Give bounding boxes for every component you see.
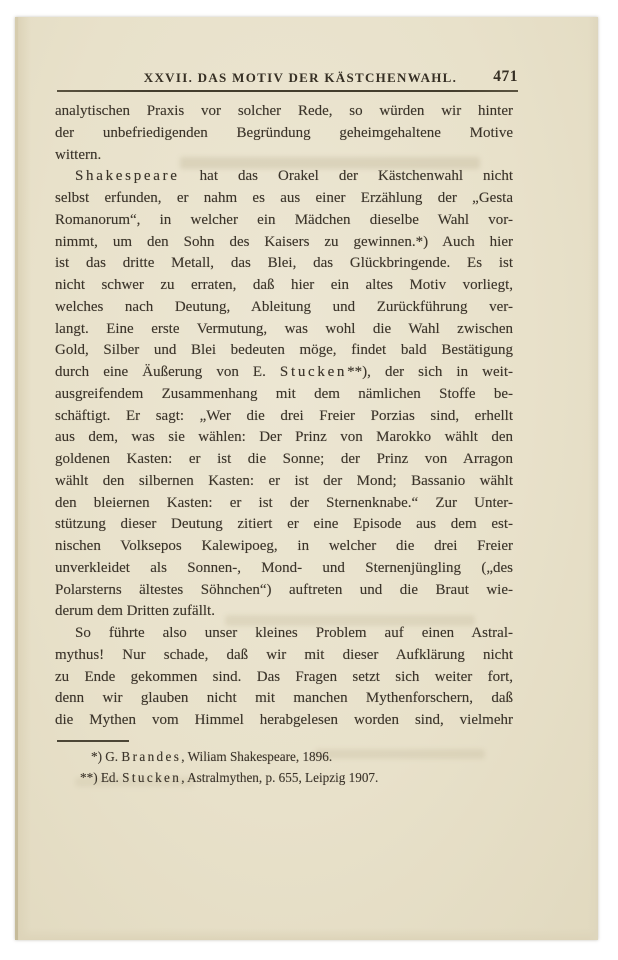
text-line (55, 471, 513, 493)
text-line (55, 188, 513, 210)
text-segment: durch eine Äußerung von E. (55, 364, 280, 380)
letterspaced-name: Brandes (121, 749, 182, 764)
text-line (55, 667, 513, 689)
text-segment: Romanorum“, in welcher ein Mädchen dieselbe Wahl vor- (55, 211, 513, 228)
text-line (55, 275, 513, 297)
text-segment: hat das Orakel der Kästchenwahl nicht (179, 168, 513, 185)
letterspaced-name: Stucken (279, 364, 348, 380)
text-line (55, 536, 513, 558)
text-segment: wählt den silbernen Kasten: er ist der Mond; Bassanio wählt (55, 472, 513, 489)
page-edge-shadow (15, 17, 18, 940)
text-segment: welches nach Deutung, Ableitung und Zurückführung ver- (55, 298, 513, 315)
text-segment: den bleiernen Kasten: er ist der Sternenknabe.“ Zur Unter- (55, 494, 513, 511)
text-line (55, 688, 513, 710)
text-segment: stützung dieser Deutung zitiert er eine Episode aus dem est- (55, 516, 513, 533)
text-line (55, 340, 513, 362)
text-segment: die Mythen vom Himmel herabgelesen worden sind, vielmehr (55, 712, 513, 728)
header-rule (57, 90, 518, 92)
text-segment: mythus! Nur schade, daß wir mit dieser Aufklärung nicht (55, 646, 513, 663)
text-segment: Polarsterns ältestes Söhnchen“) auftreten und die Braut wie- (55, 581, 513, 598)
text-line (55, 493, 513, 515)
text-line (55, 580, 513, 602)
text-line (55, 601, 513, 623)
text-segment: So führte also unser kleines Problem auf einen Astral- (75, 625, 513, 641)
text-line (55, 427, 513, 449)
body-text (55, 101, 513, 732)
text-segment: aus dem, was sie wählen: Der Prinz von Marokko wählt den (55, 429, 513, 446)
text-line (55, 623, 513, 645)
text-line (55, 449, 513, 471)
text-segment: wittern. (55, 146, 102, 163)
text-line (55, 253, 513, 275)
text-segment: der unbefriedigenden Begründung geheimgehaltene Motive (55, 124, 513, 141)
text-line (55, 645, 513, 667)
text-line (55, 123, 513, 145)
text-line (55, 767, 513, 788)
text-segment: schäftigt. Er sagt: „Wer die drei Freier Porzias sind, erhellt (55, 407, 513, 424)
text-segment: ausgreifendem Zusammenhang mit dem nämlichen Stoffe be- (55, 385, 513, 402)
text-line (55, 558, 513, 580)
page-number: 471 (493, 68, 518, 85)
text-segment: , Astralmythen, p. 655, Leipzig 1907. (181, 770, 379, 785)
text-segment: zu Ende gekommen sind. Das Fragen setzt sich weiter fort, (55, 668, 513, 685)
text-segment: denn wir glauben nicht mit manchen Mythenforschern, daß (55, 690, 513, 707)
text-line (55, 406, 513, 428)
text-segment: analytischen Praxis vor solcher Rede, so würden wir hinter (55, 103, 513, 119)
book-page (15, 17, 598, 940)
text-segment: unverkleidet als Sonnen-, Mond- und Sternenjüngling („des (55, 559, 513, 576)
text-line (55, 384, 513, 406)
text-line (55, 710, 513, 732)
text-segment: **) Ed. (80, 770, 123, 785)
text-segment: selbst erfunden, er nahm es aus einer Erzählung der „Gesta (55, 190, 513, 206)
running-title: XXVII. DAS MOTIV DER KÄSTCHENWAHL. (143, 70, 458, 85)
text-segment: *) G. (91, 749, 122, 764)
text-segment: nimmt, um den Sohn des Kaisers zu gewinnen.*) Auch hier (55, 233, 513, 250)
text-segment: , Wiliam Shakespeare, 1896. (181, 749, 333, 764)
text-segment: ist das dritte Metall, das Blei, das Glückbringende. Es ist (55, 255, 513, 272)
letterspaced-name: Stucken (122, 770, 182, 785)
text-segment: nischen Volksepos Kalewipoeg, in welcher die drei Freier (55, 538, 513, 554)
text-segment: Gold, Silber und Blei bedeuten möge, findet bald Bestätigung (55, 342, 513, 359)
text-segment: derum dem Dritten zufällt. (55, 603, 215, 620)
text-line (55, 232, 513, 254)
text-line (55, 145, 513, 167)
text-line (55, 297, 513, 319)
page-header (57, 69, 518, 89)
text-line (55, 514, 513, 536)
text-line (55, 746, 513, 767)
letterspaced-name: Shakespeare (75, 168, 180, 185)
text-line (55, 210, 513, 232)
text-segment: goldenen Kasten: er ist die Sonne; der Prinz von Arragon (55, 451, 513, 467)
footnotes (55, 746, 513, 788)
text-line (55, 362, 513, 384)
text-line (55, 101, 513, 123)
text-segment: langt. Eine erste Vermutung, was wohl die Wahl zwischen (55, 320, 513, 337)
text-segment: **), der sich in weit- (347, 364, 513, 380)
text-line (55, 166, 513, 188)
text-line (55, 319, 513, 341)
footnote-rule (57, 740, 129, 742)
text-segment: nicht schwer zu erraten, daß hier ein altes Motiv vorliegt, (55, 277, 513, 293)
